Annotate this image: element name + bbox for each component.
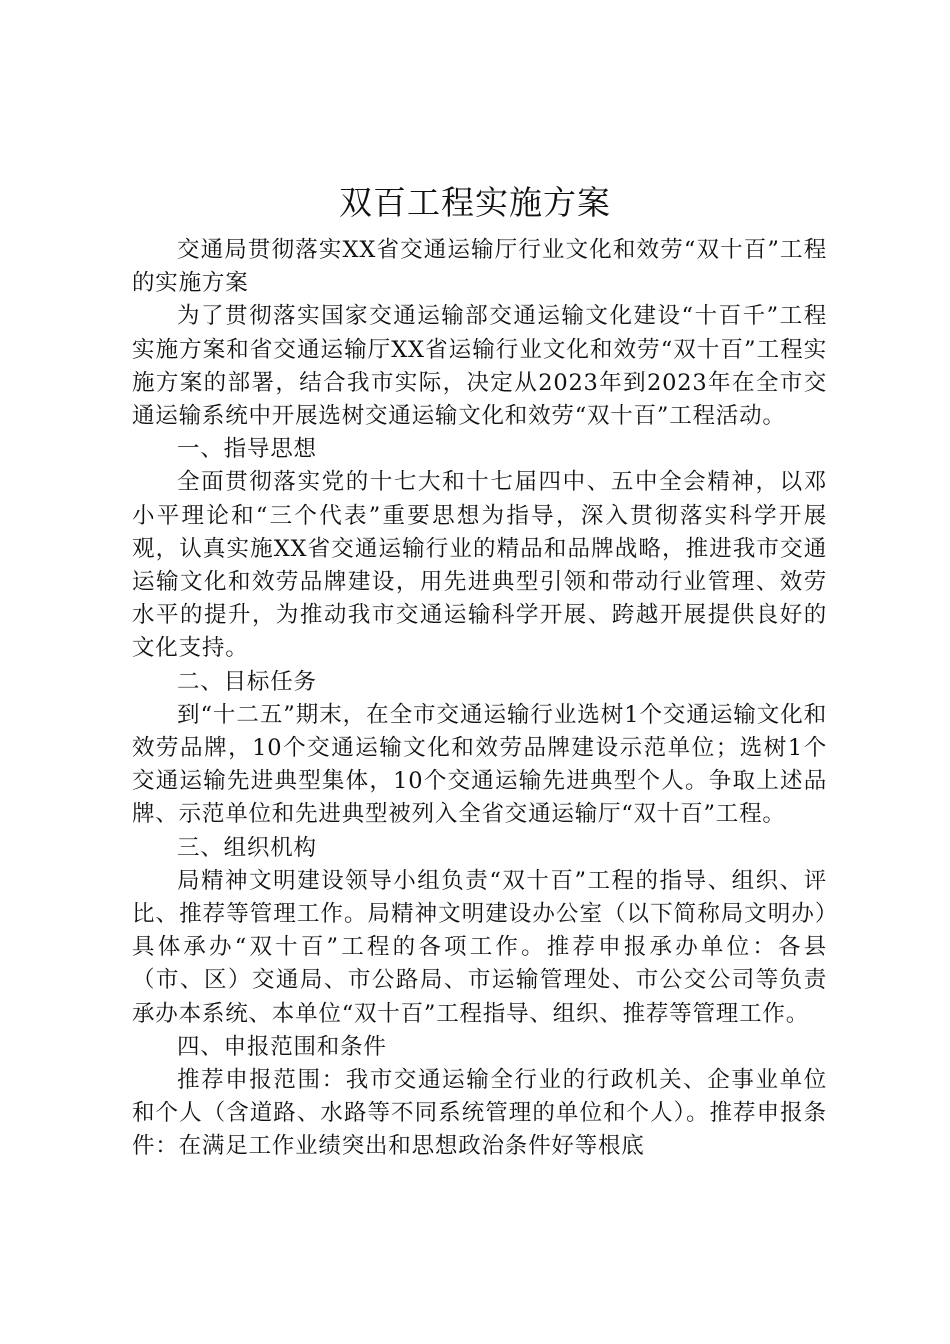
section-heading-guiding-thought: 一、指导思想 (177, 436, 317, 463)
document-title: 双百工程实施方案 (339, 183, 611, 222)
section-heading-goals: 二、目标任务 (177, 668, 317, 695)
paragraph-guiding-thought: 全面贯彻落实党的十七大和十七届四中、五中全会精神，以邓小平理论和“三个代表”重要思想为指导，深入贯彻落实科学开展观，认真实施XX省交通运输行业的精品和品牌战略，推进我市交通运输文化和效劳品牌建设，用先进典型引领和带动行业管理、效劳水平的提升，为推动我市交通运输科学开展、跨越开展提供良好的文化支持。 (132, 469, 827, 662)
paragraph-subtitle: 交通局贯彻落实XX省交通运输厅行业文化和效劳“双十百”工程的实施方案 (132, 237, 827, 297)
paragraph-goals: 到“十二五”期末，在全市交通运输行业选树1个交通运输文化和效劳品牌，10个交通运输文化和效劳品牌建设示范单位；选树1个交通运输先进典型集体，10个交通运输先进典型个人。争取上述品牌、示范单位和先进典型被列入全省交通运输厅“双十百”工程。 (132, 701, 827, 828)
paragraph-scope: 推荐申报范围：我市交通运输全行业的行政机关、企事业单位和个人（含道路、水路等不同系统管理的单位和个人）。推荐申报条件：在满足工作业绩突出和思想政治条件好等根底 (132, 1067, 827, 1160)
section-heading-scope: 四、申报范围和条件 (177, 1033, 387, 1060)
paragraph-organization: 局精神文明建设领导小组负责“双十百”工程的指导、组织、评比、推荐等管理工作。局精神文明建设办公室（以下简称局文明办）具体承办“双十百”工程的各项工作。推荐申报承办单位：各县（市、区）交通局、市公路局、市运输管理处、市公交公司等负责承办本系统、本单位“双十百”工程指导、组织、推荐等管理工作。 (132, 867, 827, 1027)
paragraph-intro: 为了贯彻落实国家交通运输部交通运输文化建设“十百千”工程实施方案和省交通运输厅XX省运输行业文化和效劳“双十百”工程实施方案的部署，结合我市实际，决定从2023年到2023年在全市交通运输系统中开展选树交通运输文化和效劳“双十百”工程活动。 (132, 303, 827, 430)
document-body (132, 234, 827, 1164)
section-heading-organization: 三、组织机构 (177, 834, 317, 861)
